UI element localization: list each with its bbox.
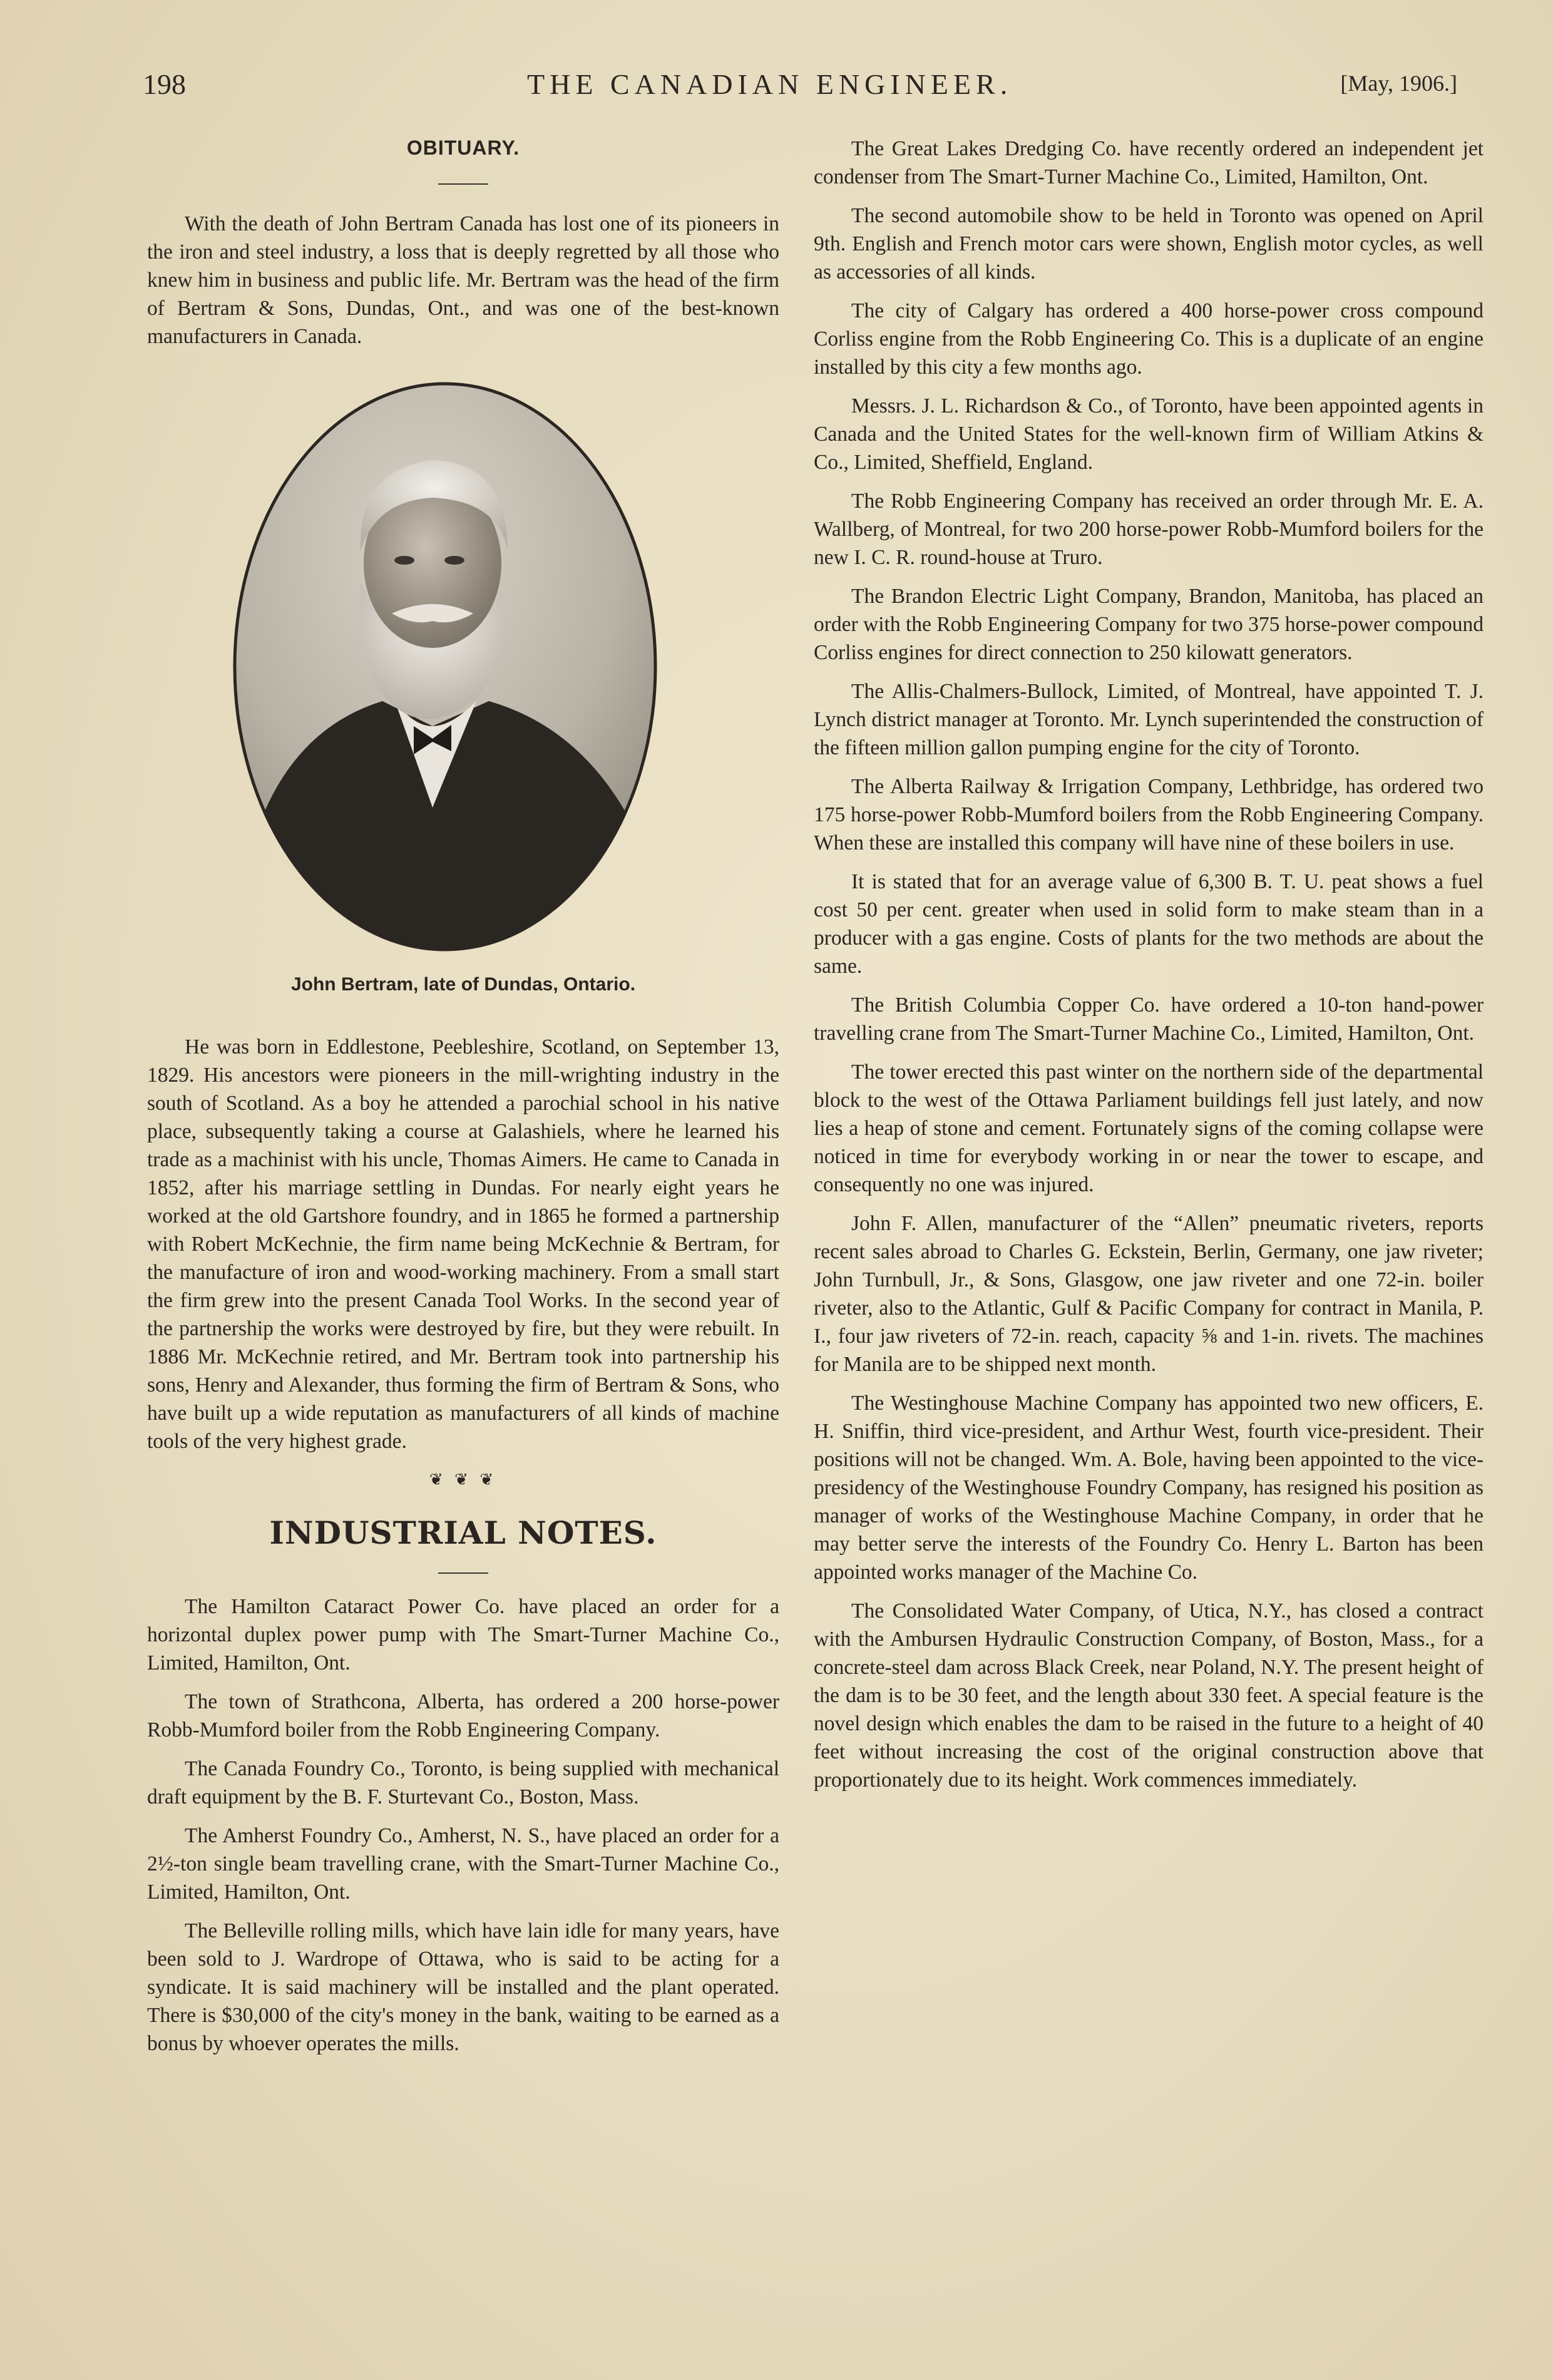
note-paragraph: John F. Allen, manufacturer of the “Allen” pneumatic riveters, reports recent sales abroad to Charles G. Eckstein, Berlin, Germany, one jaw riveter; John Turnbull, Jr., & Sons, Glasgow, one jaw riveter and one 72-in. boiler riveter, also to the Atlantic, Gulf & Pacific Company for contract in Manila, P. I., four jaw riveters of 72-in. reach, capacity ⅝ and 1-in. rivets. The machines for Manila are to be shipped next month. bbox=[814, 1212, 1484, 1376]
note-paragraph: The town of Strathcona, Alberta, has ordered a 200 horse-power Robb-Mumford boiler from the Robb Engineering Company. bbox=[147, 1690, 779, 1741]
issue-date: [May, 1906.] bbox=[1340, 71, 1457, 96]
obituary-heading: OBITUARY. bbox=[406, 136, 520, 159]
note-paragraph: The British Columbia Copper Co. have ordered a 10-ton hand-power travelling crane from The Smart-Turner Machine Co., Limited, Hamilton, Ont. bbox=[814, 993, 1484, 1045]
left-column bbox=[147, 131, 779, 2068]
note-paragraph: Messrs. J. L. Richardson & Co., of Toronto, have been appointed agents in Canada and the United States for the well-known firm of William Atkins & Co., Limited, Sheffield, England. bbox=[814, 394, 1484, 474]
note-paragraph: The Consolidated Water Company, of Utica, N.Y., has closed a contract with the Ambursen Hydraulic Construction Company, of Boston, Mass., for a concrete-steel dam across Black Creek, near Poland, N.Y. The present height of the dam is to be 30 feet, and the length about 330 feet. A special feature is the novel design which enables the dam to be raised in the future to a height of 40 feet without increasing the cost of the original construction above that proportionately due to its height. Work commences immediately. bbox=[814, 1599, 1484, 1792]
note-paragraph: The Amherst Foundry Co., Amherst, N. S., have placed an order for a 2½-ton single beam travelling crane, with the Smart-Turner Machine Co., Limited, Hamilton, Ont. bbox=[147, 1824, 779, 1904]
section-ornament: ❦ ❦ ❦ bbox=[429, 1470, 498, 1489]
note-paragraph: It is stated that for an average value of 6,300 B. T. U. peat shows a fuel cost 50 per cent. greater when used in solid form to make steam than in a producer with a gas engine. Costs of plants for the two methods are about the same. bbox=[814, 870, 1484, 978]
note-paragraph: The city of Calgary has ordered a 400 horse-power cross compound Corliss engine from the Robb Engineering Co. This is a duplicate of an engine installed by this city a few months ago. bbox=[814, 299, 1484, 379]
journal-title: THE CANADIAN ENGINEER. bbox=[527, 68, 1013, 100]
note-paragraph: The Belleville rolling mills, which have lain idle for many years, have been sold to J. Wardrope of Ottawa, who is said to be acting for a syndicate. It is said machinery will be installed and the plant operated. There is $30,000 of the city's money in the bank, waiting to be earned as a bonus by whoever operates the mills. bbox=[147, 1919, 779, 2055]
note-paragraph: The Brandon Electric Light Company, Brandon, Manitoba, has placed an order with the Robb Engineering Company for two 375 horse-power compound Corliss engines for direct connection to 250 kilowatt generators. bbox=[814, 585, 1484, 664]
note-paragraph: The Alberta Railway & Irrigation Company, Lethbridge, has ordered two 175 horse-power Robb-Mumford boilers from the Robb Engineering Company. When these are installed this company will have nine of these boilers in use. bbox=[814, 775, 1484, 854]
obituary-intro: With the death of John Bertram Canada has lost one of its pioneers in the iron and steel industry, a loss that is deeply regretted by all those who knew him in business and public life. Mr. Bertram was the head of the firm of Bertram & Sons, Dundas, Ont., and was one of the best-known manufacturers in Canada. bbox=[147, 212, 779, 348]
portrait-figure bbox=[147, 376, 779, 958]
right-column bbox=[814, 135, 1484, 1805]
obituary-body: He was born in Eddlestone, Peebleshire, Scotland, on September 13, 1829. His ancestors were pioneers in the mill-wrighting industry in the south of Scotland. As a boy he attended a parochial school in his native place, subsequently taking a course at Galashiels, where he learned his trade as a machinist with his uncle, Thomas Aimers. He came to Canada in 1852, after his marriage settling in Dundas. For nearly eight years he worked at the old Gartshore foundry, and in 1865 he formed a partnership with Robert McKechnie, the firm name being McKechnie & Bertram, for the manufacture of iron and wood-working machinery. From a small start the firm grew into the present Canada Tool Works. In the second year of the partnership the works were destroyed by fire, but they were rebuilt. In 1886 Mr. McKechnie retired, and Mr. Bertram took into partnership his sons, Henry and Alexander, thus forming the firm of Bertram & Sons, who have built up a wide reputation as manufacturers of all kinds of machine tools of the very highest grade. bbox=[147, 1035, 779, 1453]
note-paragraph: The Westinghouse Machine Company has appointed two new officers, E. H. Sniffin, third vice-president, and Arthur West, fourth vice-president. Their positions will not be changed. Wm. A. Bole, having been appointed to the vice-presidency of the Westinghouse Foundry Company, has resigned his position as manager of works of the Westinghouse Machine Company, in order that he may better serve the interests of the Foundry Co. Henry L. Barton has been appointed works manager of the Machine Co. bbox=[814, 1392, 1484, 1584]
note-paragraph: The Great Lakes Dredging Co. have recently ordered an independent jet condenser from The Smart-Turner Machine Co., Limited, Hamilton, Ont. bbox=[814, 137, 1484, 188]
note-paragraph: The Allis-Chalmers-Bullock, Limited, of Montreal, have appointed T. J. Lynch district manager at Toronto. Mr. Lynch superintended the construction of the fifteen million gallon pumping engine for the city of Toronto. bbox=[814, 680, 1484, 759]
note-paragraph: The Hamilton Cataract Power Co. have placed an order for a horizontal duplex power pump with The Smart-Turner Machine Co., Limited, Hamilton, Ont. bbox=[147, 1595, 779, 1675]
note-paragraph: The Robb Engineering Company has received an order through Mr. E. A. Wallberg, of Montreal, for two 200 horse-power Robb-Mumford boilers for the new I. C. R. round-house at Truro. bbox=[814, 490, 1484, 569]
portrait-caption: John Bertram, late of Dundas, Ontario. bbox=[290, 974, 636, 995]
note-paragraph: The tower erected this past winter on the northern side of the departmental block to the west of the Ottawa Parliament buildings fell just lately, and now lies a heap of stone and cement. Fortunately signs of the coming collapse were noticed in time for everybody working in or near the tower to escape, and consequently no one was injured. bbox=[814, 1060, 1484, 1196]
note-paragraph: The second automobile show to be held in Toronto was opened on April 9th. English and French motor cars were shown, English motor cycles, as well as accessories of all kinds. bbox=[814, 204, 1484, 284]
note-paragraph: The Canada Foundry Co., Toronto, is being supplied with mechanical draft equipment by the B. F. Sturtevant Co., Boston, Mass. bbox=[147, 1757, 779, 1808]
page-number: 198 bbox=[143, 68, 186, 100]
industrial-notes-heading: INDUSTRIAL NOTES. bbox=[269, 1514, 657, 1551]
heading-rule bbox=[438, 1572, 488, 1574]
portrait-photo bbox=[226, 376, 664, 958]
page-header bbox=[143, 68, 1457, 111]
heading-rule bbox=[438, 183, 488, 185]
